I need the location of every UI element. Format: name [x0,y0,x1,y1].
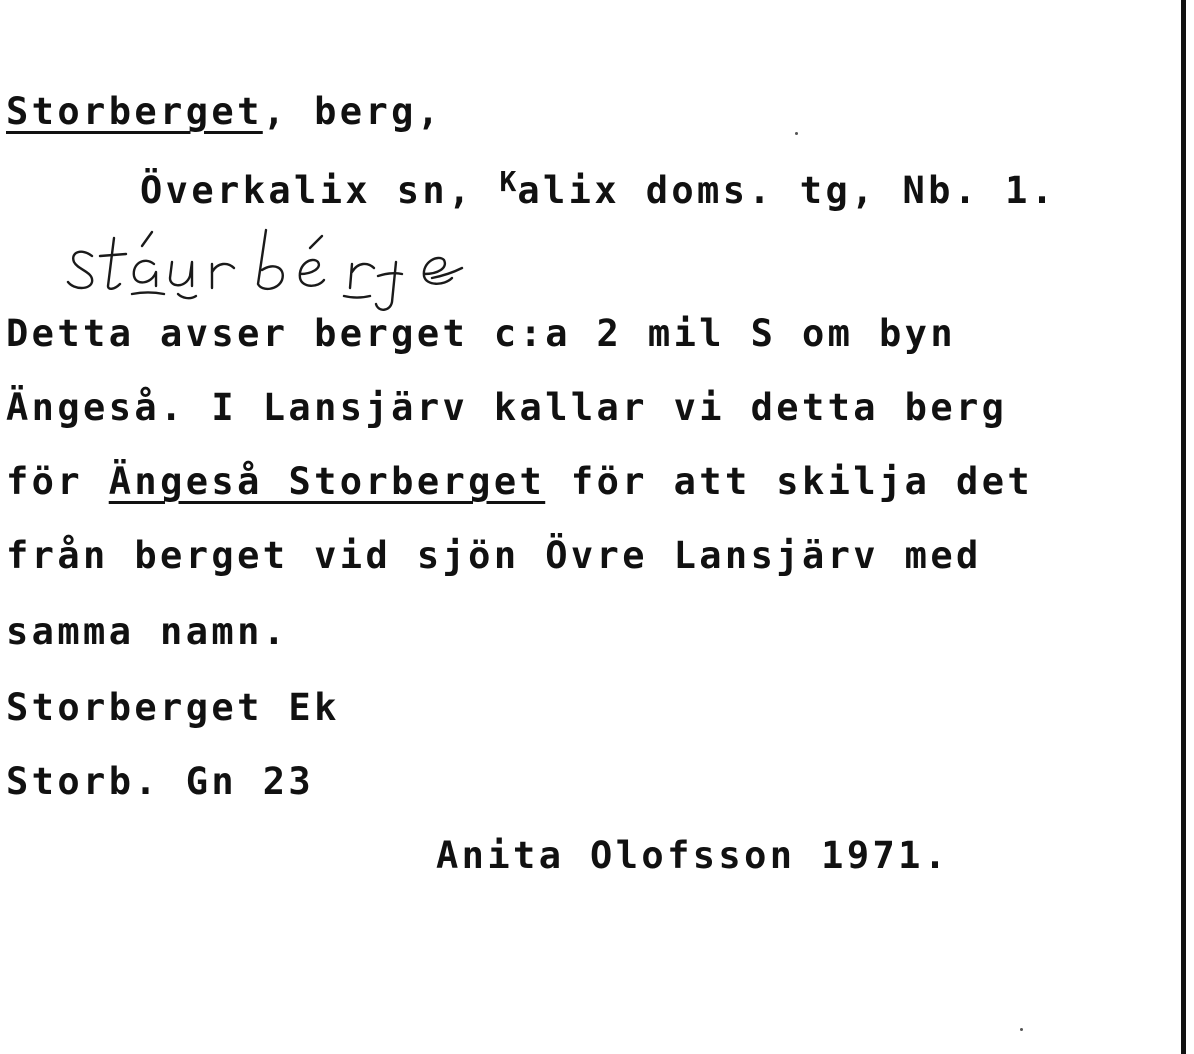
parish-superscript: K [499,165,518,198]
handwritten-pronunciation [62,218,622,318]
parish-text: Överkalix sn, [140,169,500,212]
signature-line: Anita Olofsson 1971. [436,834,950,877]
entry-type: , berg, [262,90,443,133]
ink-speck [795,132,798,135]
underlined-place-name: Ängeså Storberget [108,460,546,503]
entry-headword: Storberget [6,90,263,133]
source-reference-2: Storb. Gn 23 [6,760,315,803]
body-line-3-start: för [6,460,109,503]
entry-heading [6,90,443,134]
card-edge-border [1181,0,1186,1054]
body-line-3 [6,460,1033,504]
body-line-3-end: för att skilja det [545,460,1034,503]
body-line-1: Detta avser berget c:a 2 mil S om byn [6,312,957,355]
parish-line [140,160,1057,213]
ink-speck [1020,1028,1023,1031]
body-line-2: Ängeså. I Lansjärv kallar vi detta berg [6,386,1008,429]
source-reference-1: Storberget Ek [6,686,340,729]
parish-text-rest: alix doms. tg, Nb. 1. [517,169,1057,212]
body-line-4: från berget vid sjön Övre Lansjärv med [6,534,982,577]
body-line-5: samma namn. [6,610,289,653]
